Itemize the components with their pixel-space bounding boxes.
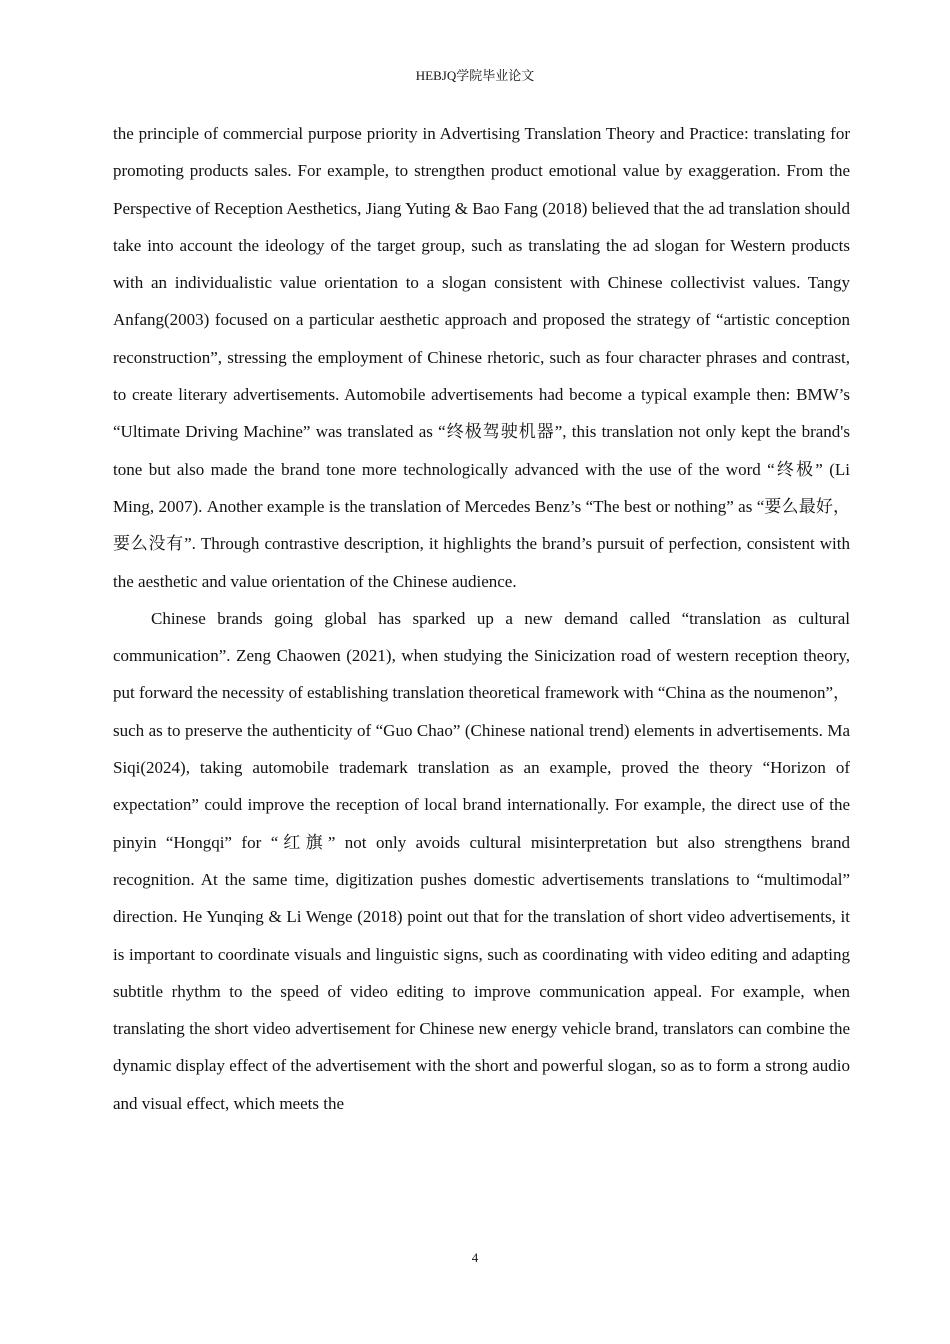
body-text	[113, 115, 850, 1122]
page-number: 4	[471, 1250, 479, 1265]
running-header: HEBJQ学院毕业论文	[415, 68, 535, 83]
paragraph-chinese-brands: Chinese brands going global has sparked up a new demand called “translation as cultural communication”. Zeng Chaowen (2021), when studying the Sinicization road of western reception theory, put forward the necessity of establishing translation theoretical framework with “China as the noumenon”， such as to preserve the authenticity of “Guo Chao” (Chinese national trend) elements in advertisements. Ma Siqi(2024), taking automobile trademark translation as an example, proved the theory “Horizon of expectation” could improve the reception of local brand internationally. For example, the direct use of the pinyin “Hongqi” for “红旗” not only avoids cultural misinterpretation but also strengthens brand recognition. At the same time, digitization pushes domestic advertisements translations to “multimodal” direction. He Yunqing & Li Wenge (2018) point out that for the translation of short video advertisements, it is important to coordinate visuals and linguistic signs, such as coordinating with video editing and adapting subtitle rhythm to the speed of video editing to improve communication appeal. For example, when translating the short video advertisement for Chinese new energy vehicle brand, translators can combine the dynamic display effect of the advertisement with the short and powerful slogan, so as to form a strong audio and visual effect, which meets the	[113, 608, 850, 1113]
paragraph-continued: the principle of commercial purpose priority in Advertising Translation Theory and Practice: translating for promoting products sales. For example, to strengthen product emotional value by exaggeration. From the Perspective of Reception Aesthetics, Jiang Yuting & Bao Fang (2018) believed that the ad translation should take into account the ideology of the target group, such as translating the ad slogan for Western products with an individualistic value orientation to a slogan consistent with Chinese collectivist values. Tangy Anfang(2003) focused on a particular aesthetic approach and proposed the strategy of “artistic conception reconstruction”, stressing the employment of Chinese rhetoric, such as four character phrases and contrast, to create literary advertisements. Automobile advertisements had become a typical example then: BMW’s “Ultimate Driving Machine” was translated as “终极驾驶机器”, this translation not only kept the brand's tone but also made the brand tone more technologically advanced with the use of the word “终极” (Li Ming, 2007). Another example is the translation of Mercedes Benz’s “The best or nothing” as “要么最好，要么没有”. Through contrastive description, it highlights the brand’s pursuit of perfection, consistent with the aesthetic and value orientation of the Chinese audience.	[113, 124, 850, 591]
